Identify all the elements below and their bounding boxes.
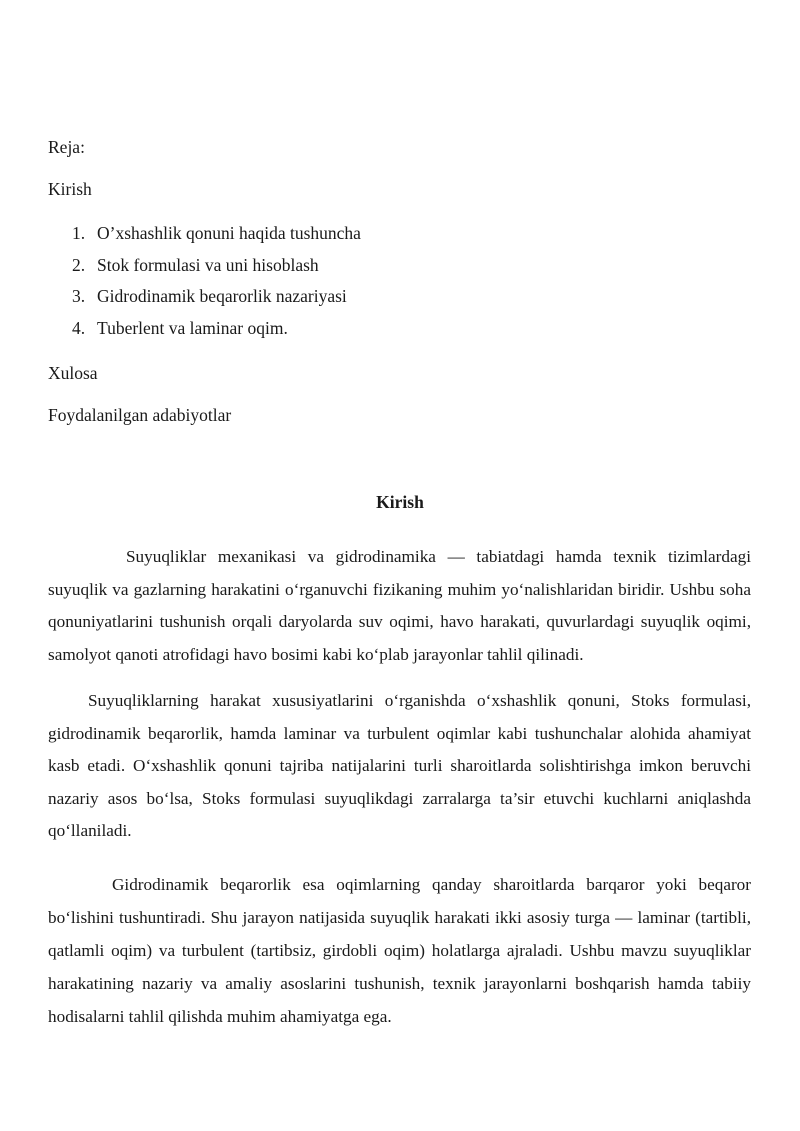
plan-item-text: Tuberlent va laminar oqim. — [97, 317, 288, 338]
plan-conclusion-item: Xulosa — [48, 363, 98, 383]
body-paragraph: Suyuqliklarning harakat xususiyatlarini o‘rganishda o‘xshashlik qonuni, Stoks formulasi, gidrodinamik beqarorlik, hamda laminar va turbulent oqimlar kabi tushunchalar alohida ahamiyat kasb etadi. O‘xshashlik qonuni tajriba natijalarini turli sharoitlarda solishtirishga imkon beruvchi nazariy asos bo‘lsa, Stoks formulasi suyuqlikdagi zarralarga ta’sir etuvchi kuchlarni aniqlashda qo‘llaniladi. — [48, 691, 751, 840]
plan-item-text: Stok formulasi va uni hisoblash — [97, 254, 319, 275]
plan-item-number: 2. — [72, 254, 86, 275]
plan-item-number: 3. — [72, 286, 86, 306]
plan-heading: Reja: — [48, 137, 85, 157]
plan-item-number: 1. — [72, 223, 86, 243]
section-title: Kirish — [376, 492, 424, 512]
plan-item-text: Gidrodinamik beqarorlik nazariyasi — [97, 286, 347, 306]
plan-references-item: Foydalanilgan adabiyotlar — [48, 405, 232, 425]
plan-intro-item: Kirish — [48, 179, 92, 199]
plan-item-number: 4. — [72, 317, 86, 338]
plan-item-text: O’xshashlik qonuni haqida tushuncha — [97, 223, 361, 243]
body-paragraph: Suyuqliklar mexanikasi va gidrodinamika — tabiatdagi hamda texnik tizimlardagi suyuqlik va gazlarning harakatini o‘rganuvchi fizikaning muhim yo‘nalishlaridan biridir. Ushbu soha qonuniyatlarini tushunish orqali daryolarda suv oqimi, havo harakati, quvurlardagi suyuqlik oqimi, samolyot qanoti atrofidagi havo bosimi kabi ko‘plab jarayonlar tahlil qilinadi. — [48, 547, 751, 664]
body-paragraph: Gidrodinamik beqarorlik esa oqimlarning qanday sharoitlarda barqaror yoki beqaror bo‘lishini tushuntiradi. Shu jarayon natijasida suyuqlik harakati ikki asosiy turga — laminar (tartibli, qatlamli oqim) va turbulent (tartibsiz, girdobli oqim) holatlarga ajraladi. Ushbu mavzu suyuqliklar harakatining nazariy va amaliy asoslarini tushunish, texnik jarayonlarni boshqarish hamda tabiiy hodisalarni tahlil qilishda muhim ahamiyatga ega. — [48, 875, 751, 1026]
